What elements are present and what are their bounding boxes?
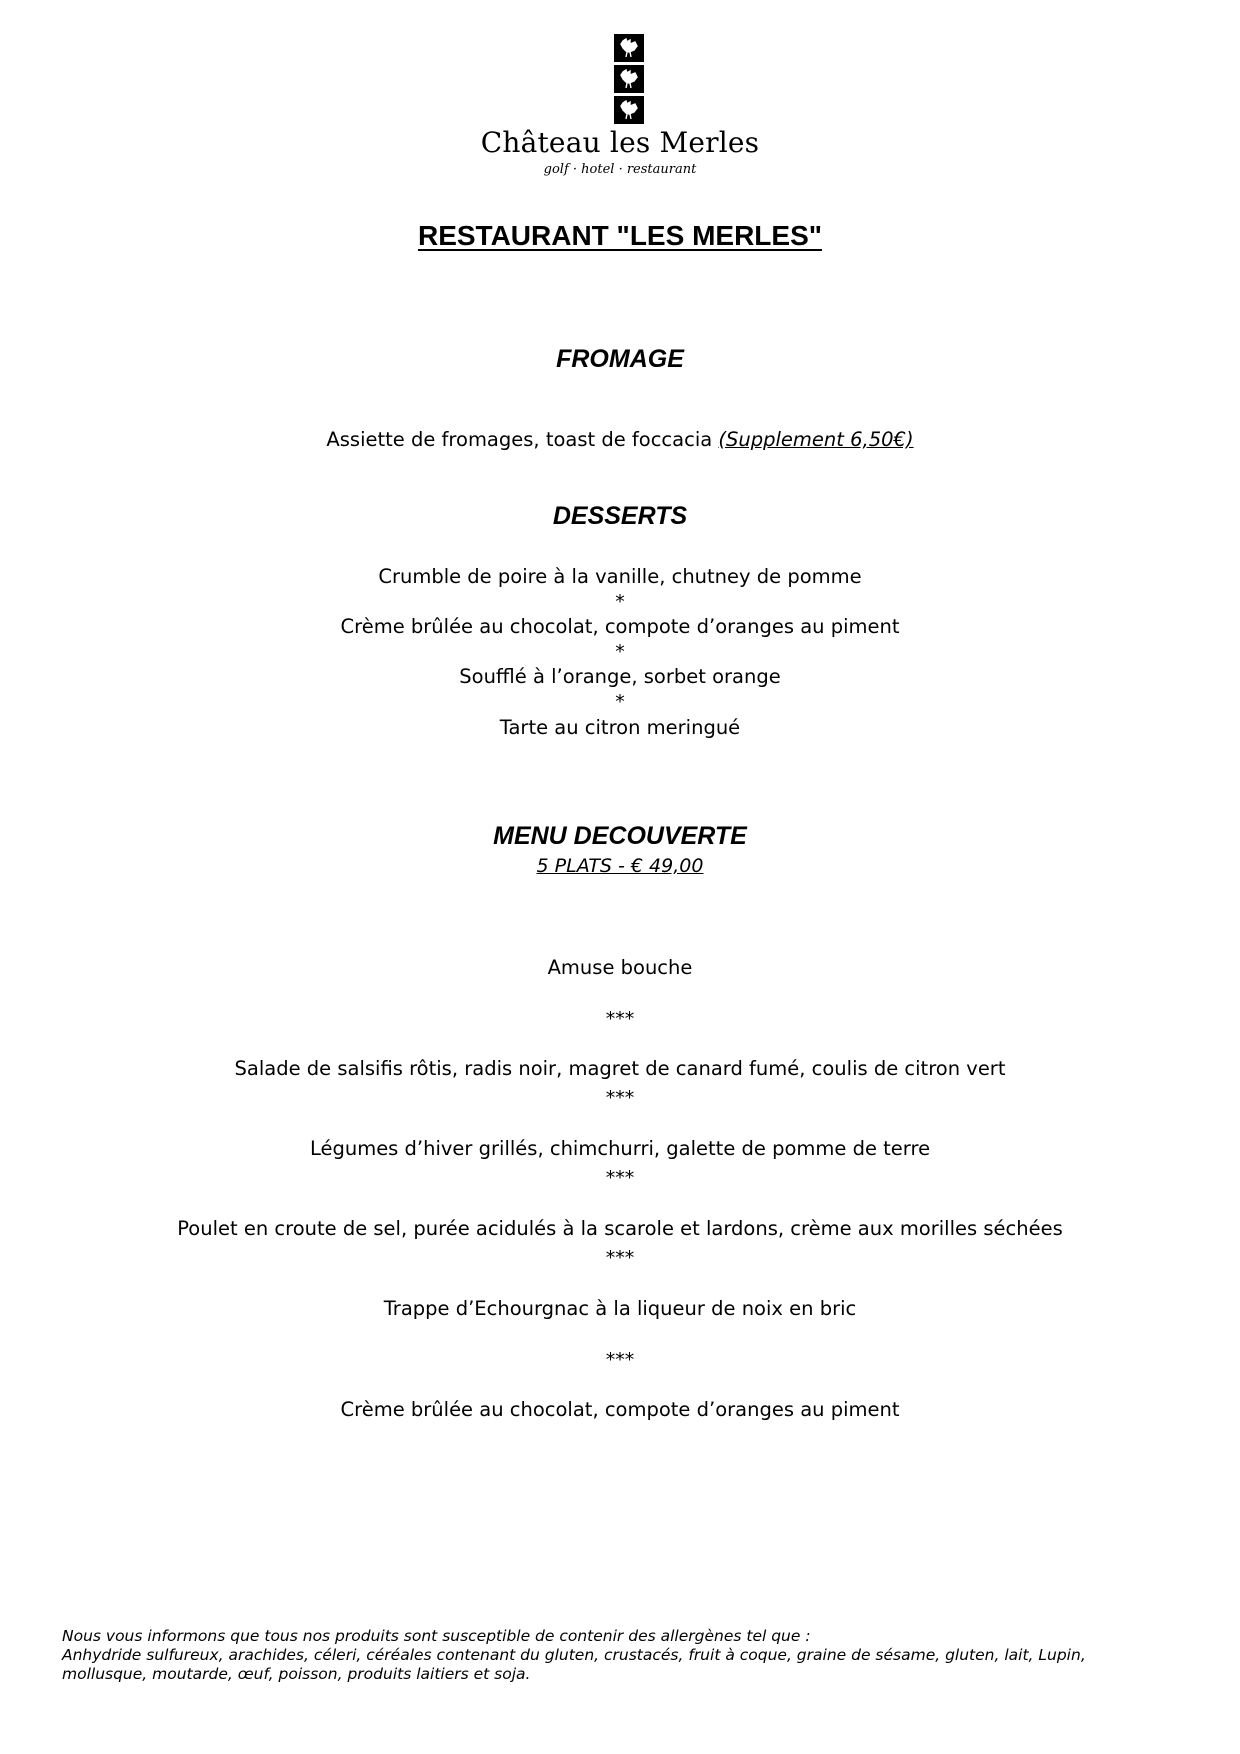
dessert-separator: * <box>615 691 625 713</box>
menu-price <box>0 855 1240 877</box>
course-separator: *** <box>605 1008 635 1030</box>
section-heading-menu-decouverte: MENU DECOUVERTE <box>493 822 747 850</box>
course-separator: *** <box>605 1349 635 1371</box>
course-item: Salade de salsifis rôtis, radis noir, magret de canard fumé, coulis de citron vert <box>234 1057 1006 1080</box>
allergen-note <box>62 1627 1182 1684</box>
rooster-icon <box>614 96 644 124</box>
course-item: Poulet en croute de sel, purée acidulés à la scarole et lardons, crème aux morilles séchées <box>177 1217 1063 1240</box>
brand-name: Château les Merles <box>480 126 760 159</box>
dessert-item: Crème brûlée au chocolat, compote d’oranges au piment <box>340 615 900 638</box>
menu-price-text: 5 PLATS - € 49,00 <box>536 855 704 877</box>
dessert-item: Tarte au citron meringué <box>499 716 741 739</box>
course-separator: *** <box>605 1167 635 1189</box>
rooster-icon <box>614 65 644 93</box>
course-item: Légumes d’hiver grillés, chimchurri, galette de pomme de terre <box>309 1137 931 1160</box>
allergen-note-line: mollusque, moutarde, œuf, poisson, produits laitiers et soja. <box>62 1665 531 1683</box>
dessert-separator: * <box>615 591 625 613</box>
dessert-item: Soufflé à l’orange, sorbet orange <box>459 665 781 688</box>
fromage-item <box>0 428 1240 451</box>
dessert-item: Crumble de poire à la vanille, chutney de pomme <box>378 565 862 588</box>
brand-tagline: golf · hotel · restaurant <box>543 162 697 177</box>
course-item: Trappe d’Echourgnac à la liqueur de noix en bric <box>383 1297 857 1320</box>
page-title <box>0 220 1240 252</box>
section-heading-fromage: FROMAGE <box>556 345 684 373</box>
dessert-separator: * <box>615 641 625 663</box>
logo <box>614 34 644 127</box>
rooster-icon <box>614 34 644 62</box>
allergen-note-line: Nous vous informons que tous nos produits sont susceptible de contenir des allergènes tel que : <box>62 1627 811 1645</box>
course-item: Amuse bouche <box>547 956 693 979</box>
allergen-note-line: Anhydride sulfureux, arachides, céleri, céréales contenant du gluten, crustacés, fruit à coque, graine de sésame, gluten, lait, Lupin, <box>62 1646 1086 1664</box>
course-item: Crème brûlée au chocolat, compote d’oranges au piment <box>340 1398 900 1421</box>
page-title-text: RESTAURANT "LES MERLES" <box>417 220 823 251</box>
course-separator: *** <box>605 1087 635 1109</box>
course-separator: *** <box>605 1247 635 1269</box>
fromage-item-text: Assiette de fromages, toast de foccacia <box>326 428 719 451</box>
section-heading-desserts: DESSERTS <box>552 502 688 530</box>
supplement-price: (Supplement 6,50€) <box>718 428 914 451</box>
